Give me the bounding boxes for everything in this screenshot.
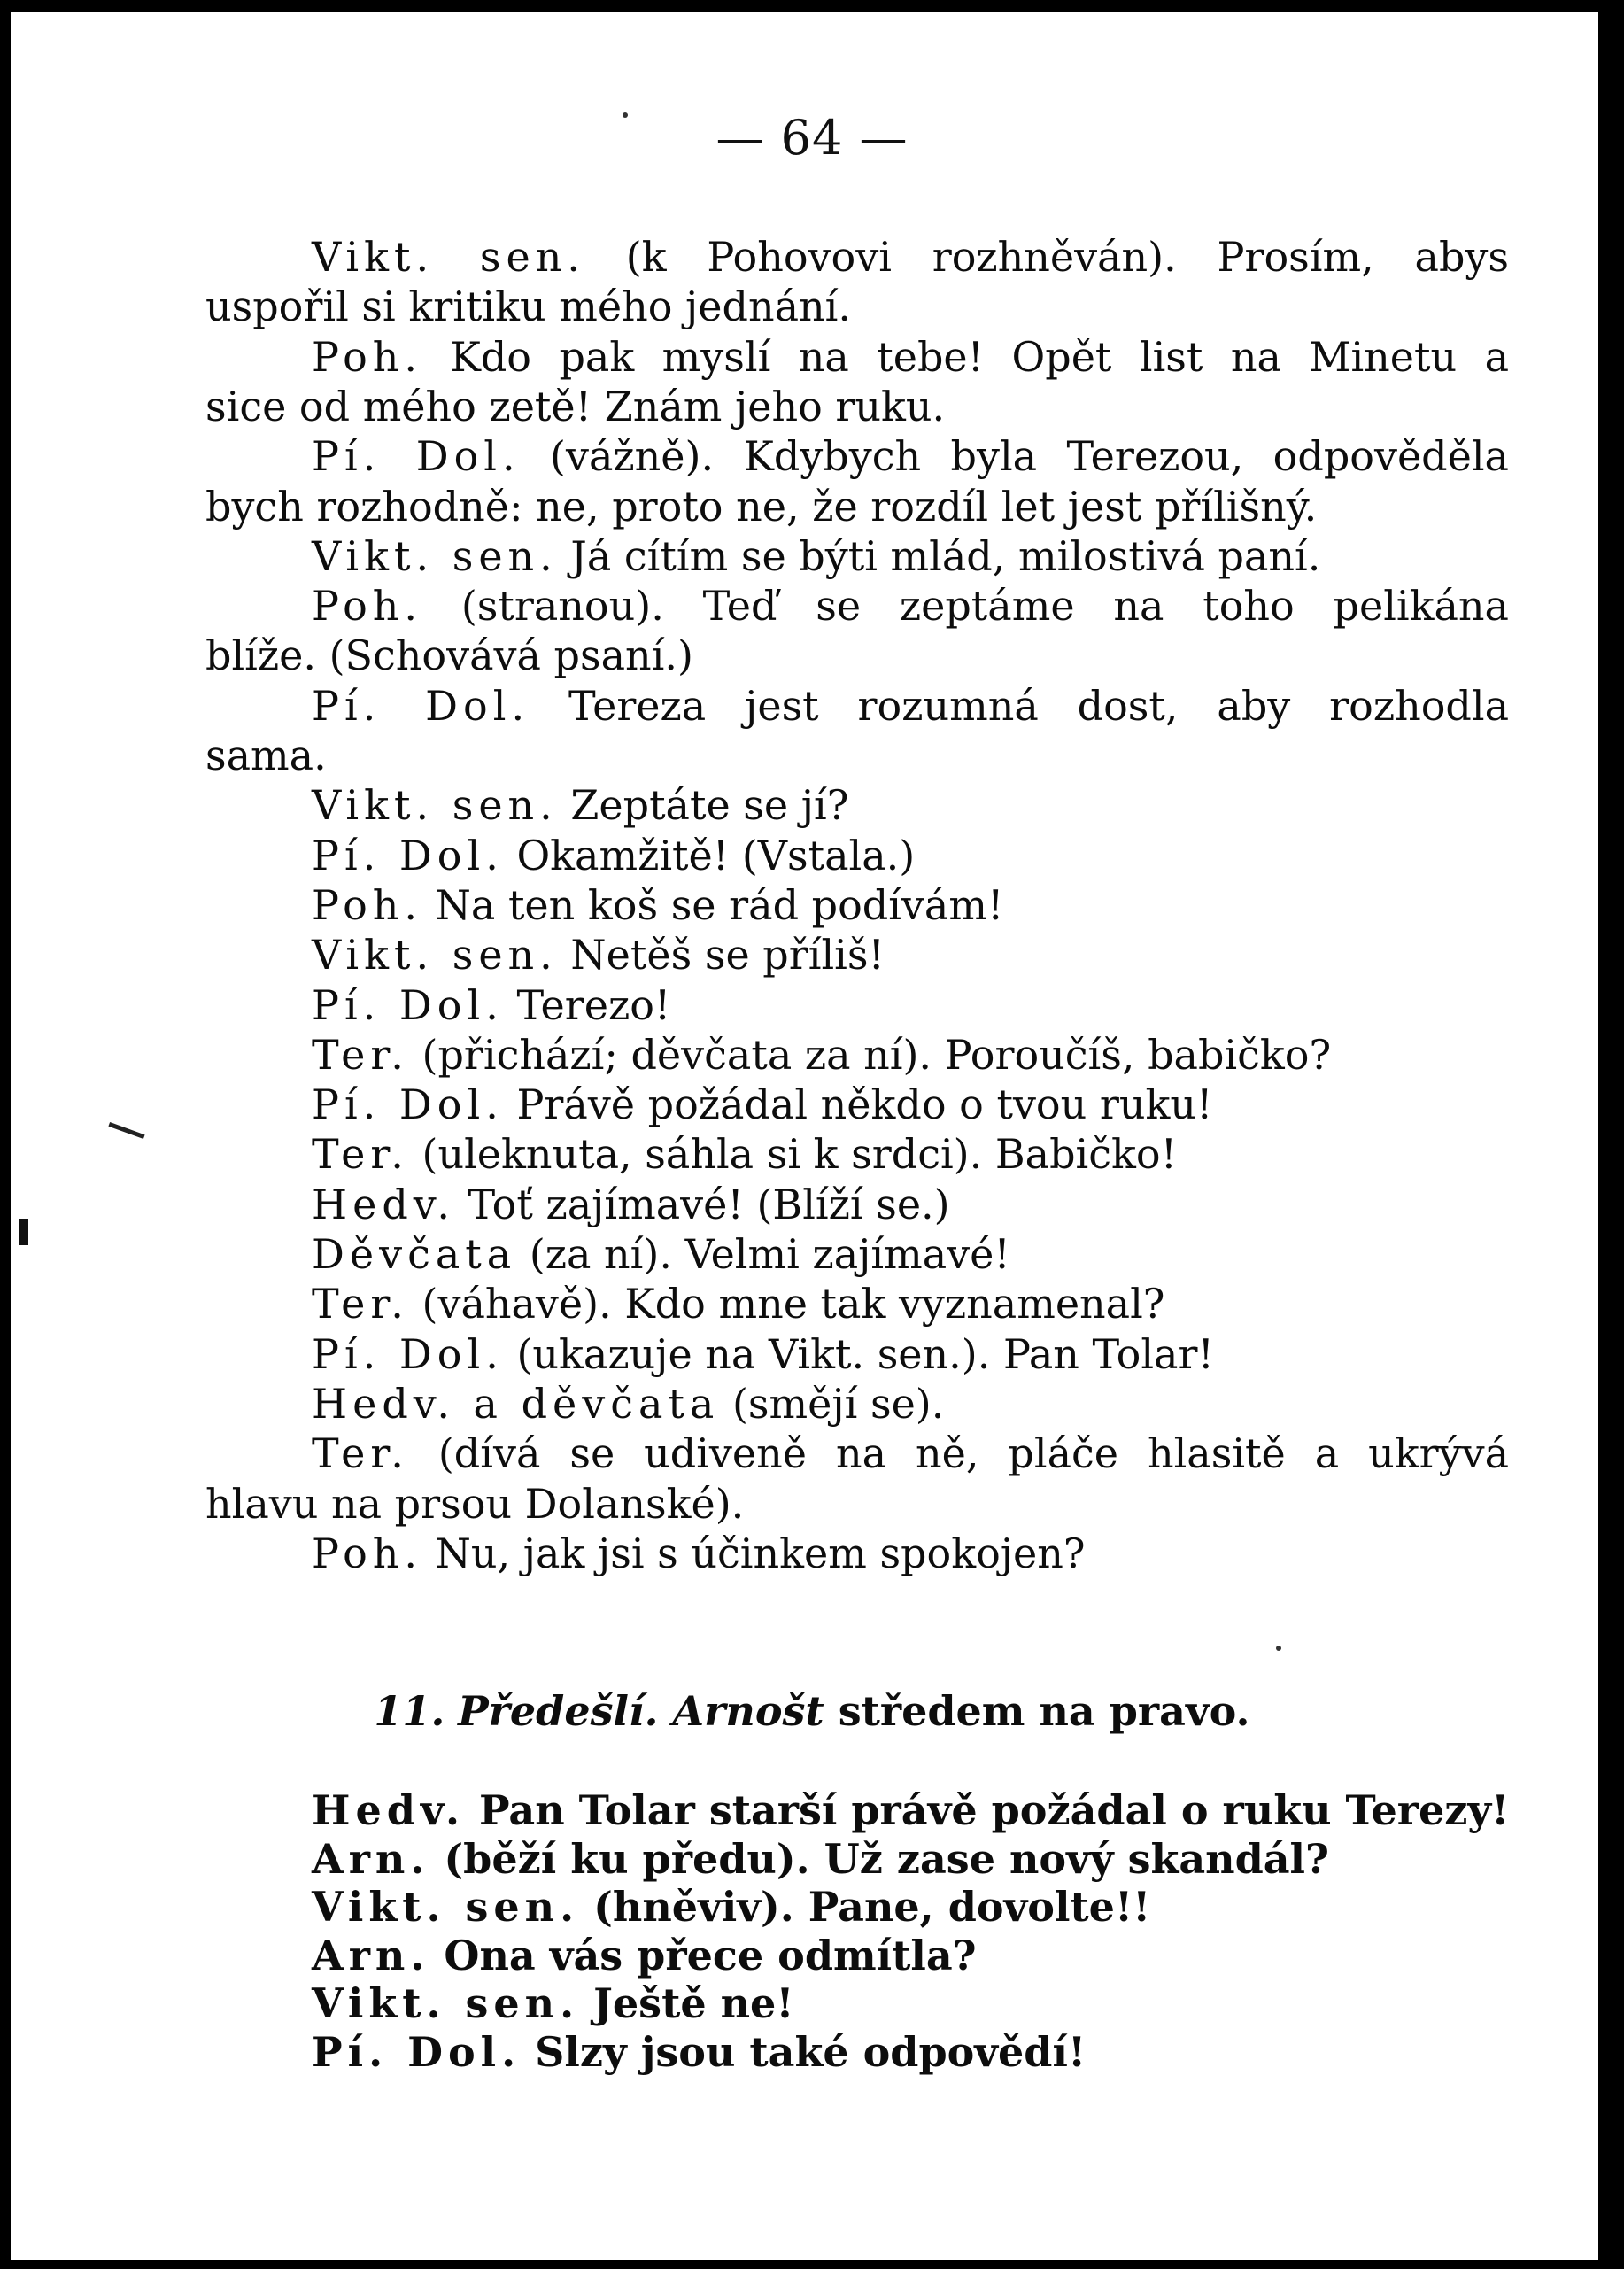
line-text: Právě požádal někdo o tvou ruku!	[503, 1080, 1213, 1129]
text-line	[312, 1379, 944, 1429]
speaker-name: Hedv.	[312, 1180, 455, 1228]
text-line	[312, 332, 1509, 382]
margin-mark	[19, 1219, 28, 1245]
text-line	[312, 1030, 1331, 1080]
text-line	[312, 2027, 1086, 2077]
scene-direction: středem na pravo.	[824, 1687, 1250, 1735]
speaker-name: Poh.	[312, 582, 423, 631]
text-line	[312, 1080, 1212, 1129]
line-text: Tereza jest rozumná dost, aby rozhodla	[530, 681, 1509, 730]
text-line	[205, 282, 851, 331]
line-text: Na ten koš se rád podívám!	[422, 880, 1004, 929]
text-line	[312, 1529, 1086, 1578]
speaker-name: Pí. Dol.	[312, 1329, 504, 1378]
line-text: Okamžitě! (Vstala.)	[503, 831, 916, 879]
line-text: bych rozhodně: ne, proto ne, že rozdíl let jest přílišný.	[205, 482, 1318, 530]
speaker-name: Pí. Dol.	[312, 2027, 522, 2076]
speaker-name: Ter.	[312, 1429, 409, 1478]
text-line	[205, 482, 1317, 531]
line-text: sama.	[205, 732, 327, 779]
margin-mark	[108, 1122, 144, 1139]
speaker-name: Pí. Dol.	[312, 681, 530, 730]
line-text: (hněviv). Pane, dovolte!!	[579, 1883, 1151, 1931]
speaker-name: Děvčata	[312, 1230, 517, 1278]
text-line	[312, 1979, 794, 2028]
speaker-name: Poh.	[312, 1529, 423, 1577]
line-text: (k Pohovovi rozhněván). Prosím, abys	[585, 233, 1509, 281]
line-text: Toť zajímavé! (Blíží se.)	[454, 1180, 950, 1228]
text-line	[205, 382, 945, 431]
speaker-name: Arn.	[312, 1834, 430, 1883]
text-line	[312, 980, 670, 1030]
text-line	[312, 1785, 1509, 1835]
text-line	[312, 531, 1320, 581]
line-text: (přichází; děvčata za ní). Poroučíš, babičko?	[408, 1030, 1332, 1079]
text-line	[312, 1129, 1177, 1179]
speaker-name: Arn.	[312, 1931, 430, 1979]
speaker-name: Hedv. a děvčata	[312, 1379, 720, 1428]
line-text: (uleknuta, sáhla si k srdci). Babičko!	[408, 1130, 1178, 1179]
line-text: uspořil si kritiku mého jednání.	[205, 283, 851, 331]
page-number: — 64 —	[715, 110, 909, 166]
speaker-name: Vikt. sen.	[312, 233, 585, 281]
text-line	[312, 1834, 1329, 1884]
text-line	[312, 1229, 1010, 1279]
speaker-name: Vikt. sen.	[312, 531, 558, 580]
line-text: Terezo!	[503, 980, 671, 1029]
scene-number: 11.	[374, 1687, 445, 1735]
line-text: (smějí se).	[719, 1379, 945, 1428]
speaker-name: Hedv.	[312, 1786, 466, 1834]
line-text: Ona vás přece odmítla?	[429, 1931, 977, 1979]
speaker-name: Pí. Dol.	[312, 831, 504, 879]
text-line	[312, 930, 885, 980]
line-text: Zeptáte se jí?	[557, 781, 849, 830]
line-text: (stranou). Teď se zeptáme na toho pelikána	[422, 582, 1509, 631]
line-text: (běží ku předu). Už zase nový skandál?	[429, 1834, 1329, 1883]
line-text: (vážně). Kdybych byla Terezou, odpověděla	[520, 432, 1509, 481]
line-text: Já cítím se býti mlád, milostivá paní.	[557, 531, 1321, 580]
speaker-name: Pí. Dol.	[312, 980, 504, 1029]
text-line	[312, 1931, 977, 1980]
text-line	[312, 1429, 1509, 1478]
line-text: (váhavě). Kdo mne tak vyznamenal?	[408, 1280, 1165, 1328]
scan-speck	[1276, 1646, 1281, 1651]
text-line	[312, 880, 1003, 930]
speaker-name: Pí. Dol.	[312, 1080, 504, 1129]
text-line	[205, 631, 693, 680]
text-line	[312, 780, 848, 830]
speaker-name: Poh.	[312, 332, 423, 381]
line-text: Nu, jak jsi s účinkem spokojen?	[422, 1529, 1086, 1577]
scene-heading	[0, 1686, 1624, 1736]
line-text: hlavu na prsou Dolanské).	[205, 1479, 745, 1528]
scan-border-left	[0, 0, 11, 2269]
speaker-name: Poh.	[312, 880, 423, 929]
text-line	[312, 431, 1509, 481]
speaker-name: Ter.	[312, 1280, 409, 1328]
line-text: (dívá se udiveně na ně, pláče hlasitě a ukrývá	[408, 1429, 1509, 1478]
text-line	[312, 1882, 1150, 1932]
text-line	[312, 1180, 950, 1229]
speaker-name: Vikt. sen.	[312, 1883, 580, 1931]
scan-border-right	[1598, 0, 1624, 2269]
scan-border-top	[0, 0, 1624, 12]
text-line	[312, 232, 1509, 282]
scene-characters: Předešlí. Arnošt	[458, 1687, 824, 1735]
line-text: Kdo pak myslí na tebe! Opět list na Minetu a	[422, 332, 1509, 381]
speaker-name: Vikt. sen.	[312, 781, 558, 830]
line-text: Netěš se příliš!	[557, 931, 885, 980]
speaker-name: Vikt. sen.	[312, 1979, 580, 2027]
line-text: (za ní). Velmi zajímavé!	[516, 1230, 1010, 1278]
text-line	[312, 1329, 1214, 1379]
speaker-name: Ter.	[312, 1030, 409, 1079]
speaker-name: Vikt. sen.	[312, 931, 558, 980]
line-text: (ukazuje na Vikt. sen.). Pan Tolar!	[503, 1329, 1214, 1378]
speaker-name: Ter.	[312, 1130, 409, 1179]
line-text: Pan Tolar starší právě požádal o ruku Terezy!	[465, 1786, 1510, 1834]
line-text: Ještě ne!	[579, 1979, 794, 2027]
line-text: blíže. (Schovává psaní.)	[205, 631, 693, 680]
line-text: Slzy jsou také odpovědí!	[521, 2027, 1087, 2076]
speaker-name: Pí. Dol.	[312, 432, 521, 481]
line-text: sice od mého zetě! Znám jeho ruku.	[205, 382, 946, 430]
text-line	[312, 581, 1509, 631]
text-line	[312, 1279, 1164, 1328]
scan-border-bottom	[0, 2260, 1624, 2269]
text-line	[312, 831, 915, 880]
text-line	[312, 681, 1509, 731]
text-line	[205, 1479, 744, 1529]
text-line	[205, 731, 327, 780]
